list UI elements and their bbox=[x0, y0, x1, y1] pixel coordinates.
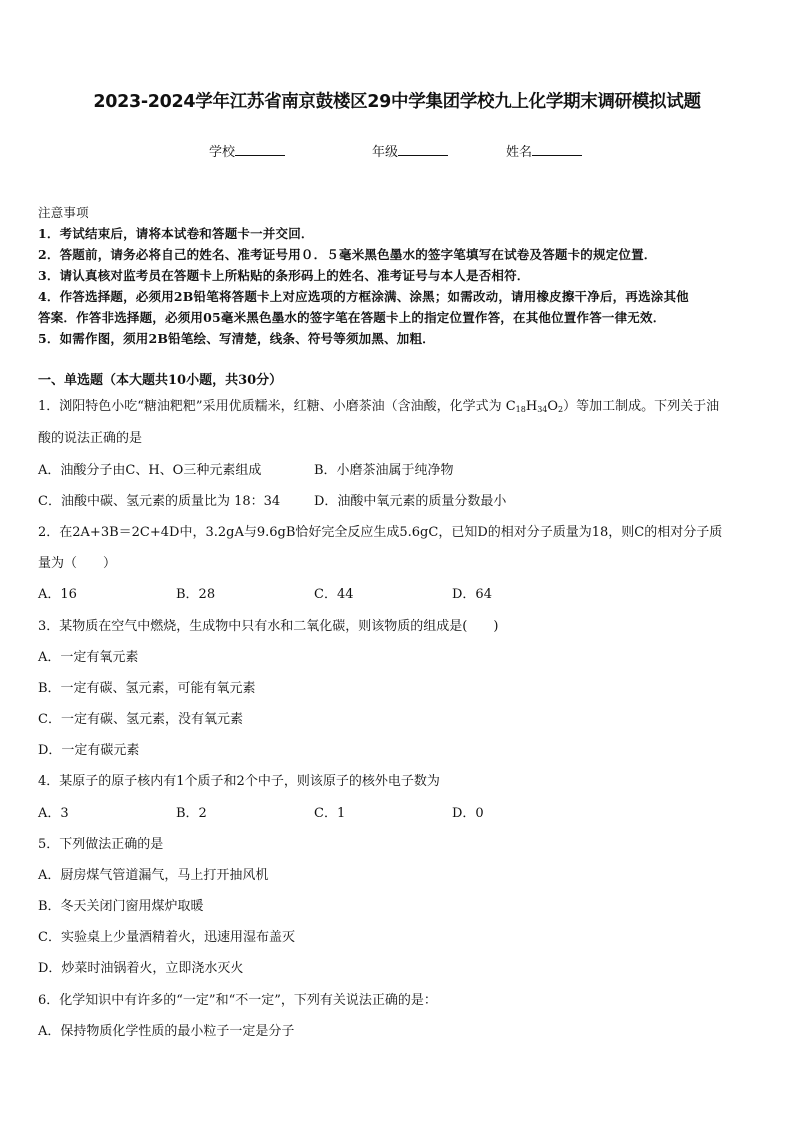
student-info-fields bbox=[0, 141, 794, 161]
q4-option-c[interactable]: C．1 bbox=[314, 806, 346, 821]
stem-text: ）等加工制成。下列关于油 bbox=[563, 399, 720, 414]
q5-option-b[interactable]: B．冬天关闭门窗用煤炉取暖 bbox=[38, 899, 204, 914]
q1-option-c[interactable]: C．油酸中碳、氢元素的质量比为 18：34 bbox=[38, 494, 281, 509]
exam-title: 2023-2024学年江苏省南京鼓楼区29中学集团学校九上化学期末调研模拟试题 bbox=[93, 92, 701, 112]
note-item: 1．考试结束后，请将本试卷和答题卡一并交回． bbox=[38, 226, 314, 241]
question-6-stem: 6．化学知识中有许多的“一定”和“不一定”，下列有关说法正确的是： bbox=[38, 993, 437, 1008]
q5-option-c[interactable]: C．实验桌上少量酒精着火，迅速用湿布盖灭 bbox=[38, 930, 295, 945]
question-1-stem-cont: 酸的说法正确的是 bbox=[38, 431, 143, 446]
school-field[interactable] bbox=[209, 141, 285, 160]
q6-option-a[interactable]: A．保持物质化学性质的最小粒子一定是分子 bbox=[38, 1024, 295, 1039]
formula-text: O bbox=[547, 399, 559, 414]
name-label: 姓名 bbox=[506, 145, 533, 160]
school-label: 学校 bbox=[209, 145, 236, 160]
q1-option-a[interactable]: A．油酸分子由C、H、O三种元素组成 bbox=[38, 463, 262, 478]
q2-option-d[interactable]: D．64 bbox=[452, 587, 492, 602]
name-blank[interactable] bbox=[532, 143, 582, 156]
q2-option-c[interactable]: C．44 bbox=[314, 587, 354, 602]
question-2-stem-cont: 量为（ ） bbox=[38, 556, 117, 571]
note-item: 5．如需作图，须用2B铅笔绘、写清楚，线条、符号等须加黑、加粗． bbox=[38, 331, 435, 346]
q3-option-b[interactable]: B．一定有碳、氢元素，可能有氧元素 bbox=[38, 681, 256, 696]
question-2-stem: 2．在2A+3B＝2C+4D中，3.2gA与9.6gB恰好完全反应生成5.6gC，已知D的相对分子质量为18，则C的相对分子质 bbox=[38, 525, 723, 540]
stem-text: 1．浏阳特色小吃“糖油粑粑”采用优质糯米，红糖、小磨茶油（含油酸，化学式为 C bbox=[38, 399, 516, 414]
grade-label: 年级 bbox=[372, 145, 399, 160]
q3-option-c[interactable]: C．一定有碳、氢元素，没有氧元素 bbox=[38, 712, 243, 727]
q4-option-a[interactable]: A．3 bbox=[38, 806, 69, 821]
q3-option-a[interactable]: A．一定有氧元素 bbox=[38, 650, 139, 665]
question-1-stem bbox=[38, 395, 719, 414]
note-item: 4．作答选择题，必须用2B铅笔将答题卡上对应选项的方框涂满、涂黑；如需改动，请用橡皮擦干净后，再选涂其他 bbox=[38, 289, 689, 304]
q2-option-b[interactable]: B．28 bbox=[176, 587, 216, 602]
q5-option-d[interactable]: D．炒菜时油锅着火，立即浇水灭火 bbox=[38, 961, 244, 976]
grade-blank[interactable] bbox=[398, 143, 448, 156]
name-field[interactable] bbox=[506, 141, 582, 160]
q2-option-a[interactable]: A．16 bbox=[38, 587, 77, 602]
note-item: 2．答题前，请务必将自己的姓名、准考证号用０．５毫米黑色墨水的签字笔填写在试卷及答题卡的规定位置． bbox=[38, 247, 657, 262]
notes-heading: 注意事项 bbox=[38, 205, 89, 220]
subscript: 2 bbox=[558, 405, 564, 414]
q5-option-a[interactable]: A．厨房煤气管道漏气，马上打开抽风机 bbox=[38, 868, 269, 883]
school-blank[interactable] bbox=[235, 143, 285, 156]
q1-option-d[interactable]: D．油酸中氧元素的质量分数最小 bbox=[314, 494, 507, 509]
q4-option-d[interactable]: D．0 bbox=[452, 806, 484, 821]
subscript: 18 bbox=[515, 405, 526, 414]
question-4-stem: 4．某原子的原子核内有1个质子和2个中子，则该原子的核外电子数为 bbox=[38, 774, 440, 789]
q1-option-b[interactable]: B．小磨茶油属于纯净物 bbox=[314, 463, 454, 478]
grade-field[interactable] bbox=[372, 141, 448, 160]
question-5-stem: 5．下列做法正确的是 bbox=[38, 837, 164, 852]
question-3-stem: 3．某物质在空气中燃烧，生成物中只有水和二氧化碳，则该物质的组成是( ) bbox=[38, 619, 499, 634]
q4-option-b[interactable]: B．2 bbox=[176, 806, 207, 821]
section-heading: 一、单选题（本大题共10小题，共30分） bbox=[38, 373, 283, 388]
formula-text: H bbox=[525, 399, 538, 414]
note-item: 答案．作答非选择题，必须用05毫米黑色墨水的签字笔在答题卡上的指定位置作答，在其他位置作答一律无效． bbox=[38, 310, 666, 325]
subscript: 34 bbox=[537, 405, 548, 414]
q3-option-d[interactable]: D．一定有碳元素 bbox=[38, 743, 140, 758]
note-item: 3．请认真核对监考员在答题卡上所粘贴的条形码上的姓名、准考证号与本人是否相符． bbox=[38, 268, 530, 283]
